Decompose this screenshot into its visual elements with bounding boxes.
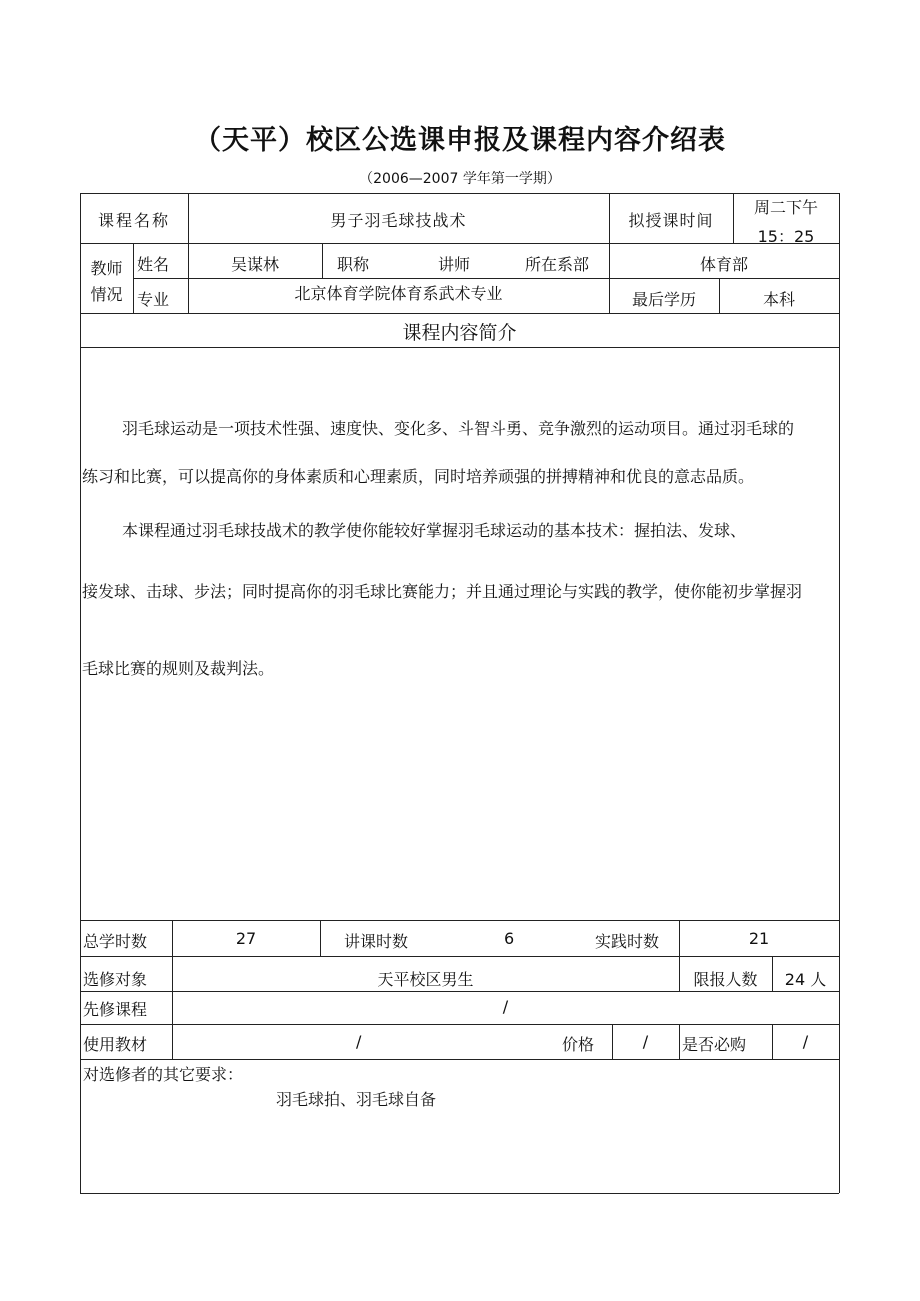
- textbook-label: 使用教材: [83, 1035, 148, 1054]
- course-name-label: 课程名称: [97, 211, 170, 230]
- total-hours-value: 27: [235, 929, 257, 948]
- textbook-value: /: [356, 1032, 362, 1051]
- prereq-label: 先修课程: [83, 1000, 148, 1019]
- target-value: 天平校区男生: [377, 970, 474, 989]
- practice-hours-value: 21: [748, 929, 770, 948]
- teacher-major-value: 北京体育学院体育系武术专业: [294, 284, 503, 303]
- limit-value: 24 人: [784, 970, 827, 989]
- other-requirements-label: 对选修者的其它要求：: [83, 1065, 244, 1084]
- intro-line: 羽毛球运动是一项技术性强、速度快、变化多、斗智斗勇、竞争激烈的运动项目。通过羽毛球的: [122, 419, 795, 438]
- time-label: 拟授课时间: [628, 211, 714, 230]
- time-value-line2: 15：25: [757, 227, 815, 246]
- target-label: 选修对象: [83, 970, 148, 989]
- intro-line: 接发球、击球、步法；同时提高你的羽毛球比赛能力；并且通过理论与实践的教学，使你能初步掌握羽: [82, 582, 803, 601]
- lecture-hours-value: 6: [504, 929, 515, 948]
- semester-subtitle: （2006—2007 学年第一学期）: [359, 171, 561, 187]
- teacher-major-label: 专业: [137, 290, 170, 309]
- practice-hours-label: 实践时数: [595, 932, 660, 951]
- teacher-dept-label: 所在系部: [525, 255, 590, 274]
- page-title: （天平）校区公选课申报及课程内容介绍表: [194, 125, 726, 156]
- teacher-title-label: 职称: [337, 255, 370, 274]
- required-label: 是否必购: [682, 1035, 747, 1054]
- teacher-edu-value: 本科: [762, 290, 795, 309]
- required-value: /: [802, 1032, 809, 1051]
- intro-line: 毛球比赛的规则及裁判法。: [82, 659, 275, 678]
- course-name-value: 男子羽毛球技战术: [330, 211, 467, 230]
- price-value: /: [642, 1032, 649, 1051]
- time-value-line1: 周二下午: [753, 198, 818, 217]
- other-requirements-value: 羽毛球拍、羽毛球自备: [276, 1090, 437, 1109]
- teacher-dept-value: 体育部: [699, 255, 748, 274]
- intro-heading: 课程内容简介: [402, 322, 517, 344]
- price-label: 价格: [562, 1035, 595, 1054]
- lecture-hours-label: 讲课时数: [344, 932, 409, 951]
- total-hours-label: 总学时数: [83, 932, 148, 951]
- teacher-group-label-line2: 情况: [90, 285, 123, 304]
- teacher-name-label: 姓名: [137, 255, 170, 274]
- prereq-value: /: [502, 997, 509, 1016]
- teacher-edu-label: 最后学历: [631, 290, 696, 309]
- teacher-title-value: 讲师: [438, 255, 471, 274]
- intro-line: 本课程通过羽毛球技战术的教学使你能较好掌握羽毛球运动的基本技术：握拍法、发球、: [122, 521, 747, 540]
- intro-line: 练习和比赛，可以提高你的身体素质和心理素质，同时培养顽强的拼搏精神和优良的意志品质。: [82, 467, 755, 486]
- limit-label: 限报人数: [693, 970, 758, 989]
- teacher-name-value: 吴谋林: [230, 255, 279, 274]
- teacher-group-label-line1: 教师: [90, 259, 123, 278]
